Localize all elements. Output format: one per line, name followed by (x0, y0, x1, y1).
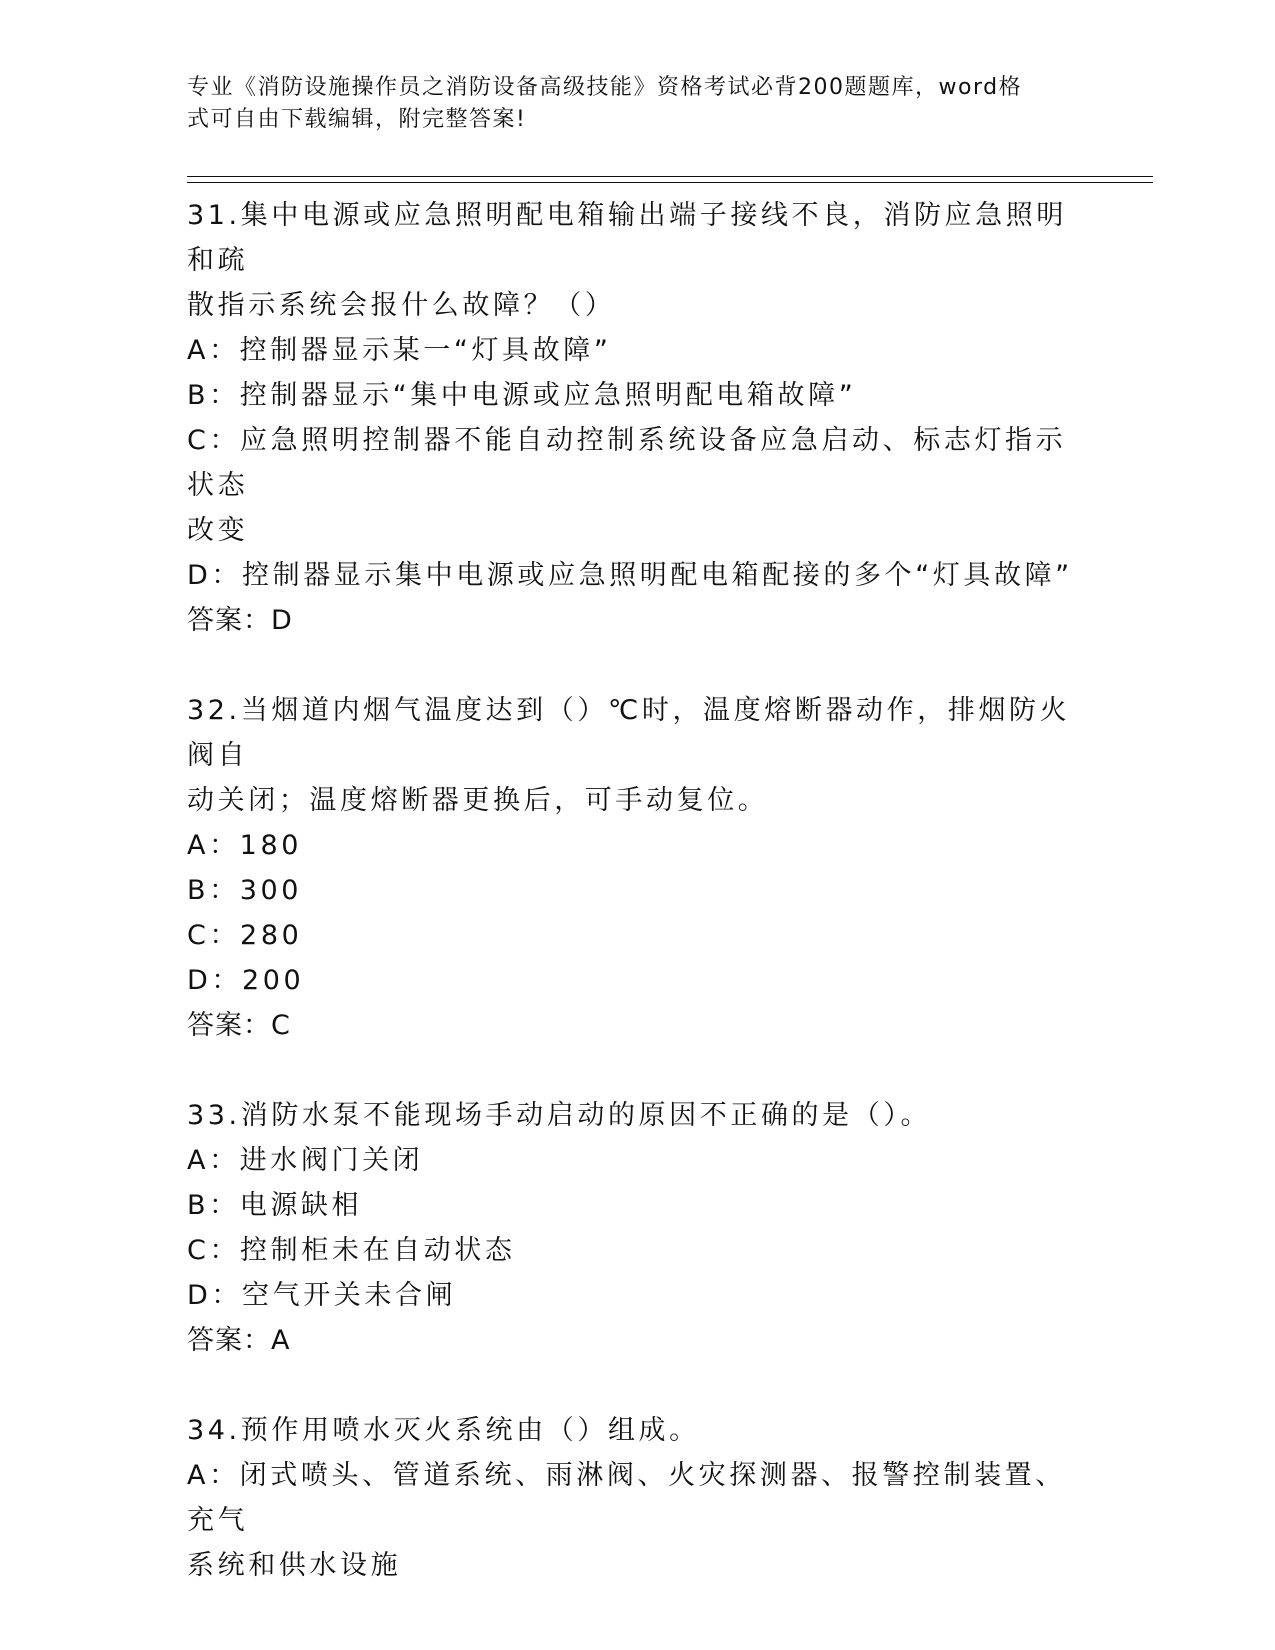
header-divider (187, 176, 1153, 177)
question-stem: 散指示系统会报什么故障？（） (187, 290, 616, 321)
option-d: D：空气开关未合闸 (187, 1280, 457, 1311)
question-stem: 动关闭；温度熔断器更换后，可手动复位。 (187, 785, 769, 816)
header-line: 专业《消防设施操作员之消防设备高级技能》资格考试必背200题题库，word格 (187, 75, 1023, 100)
option-a: A：闭式喷头、管道系统、雨淋阀、火灾探测器、报警控制装置、充气 (187, 1460, 1066, 1536)
option-b: B：300 (187, 875, 303, 906)
option-d: D：200 (187, 965, 305, 996)
option-c: C：控制柜未在自动状态 (187, 1235, 516, 1266)
option-d: D：控制器显示集中电源或应急照明配电箱配接的多个“灯具故障” (187, 560, 1073, 591)
question-stem: 34.预作用喷水灭火系统由（）组成。 (187, 1415, 700, 1446)
option-a: A：控制器显示某一“灯具故障” (187, 335, 612, 366)
answer: 答案：A (187, 1325, 291, 1356)
question-31 (187, 193, 1087, 643)
document-header (187, 72, 1067, 136)
question-stem: 31.集中电源或应急照明配电箱输出端子接线不良，消防应急照明和疏 (187, 200, 1067, 276)
question-33 (187, 1093, 1087, 1363)
option-a-continued: 系统和供水设施 (187, 1550, 402, 1581)
header-divider (187, 182, 1153, 183)
option-b: B：控制器显示“集中电源或应急照明配电箱故障” (187, 380, 857, 411)
header-line: 式可自由下载编辑，附完整答案! (187, 107, 527, 132)
question-34 (187, 1408, 1087, 1588)
question-stem: 33.消防水泵不能现场手动启动的原因不正确的是（）。 (187, 1100, 932, 1131)
option-c: C：280 (187, 920, 303, 951)
option-b: B：电源缺相 (187, 1190, 363, 1221)
option-a: A：180 (187, 830, 303, 861)
option-c-continued: 改变 (187, 515, 249, 546)
option-a: A：进水阀门关闭 (187, 1145, 424, 1176)
option-c: C：应急照明控制器不能自动控制系统设备应急启动、标志灯指示状态 (187, 425, 1067, 501)
question-stem: 32.当烟道内烟气温度达到（）℃时，温度熔断器动作，排烟防火阀自 (187, 695, 1071, 771)
answer: 答案：C (187, 1010, 291, 1041)
question-32 (187, 688, 1087, 1048)
question-list (187, 193, 1087, 1588)
answer: 答案：D (187, 605, 293, 636)
